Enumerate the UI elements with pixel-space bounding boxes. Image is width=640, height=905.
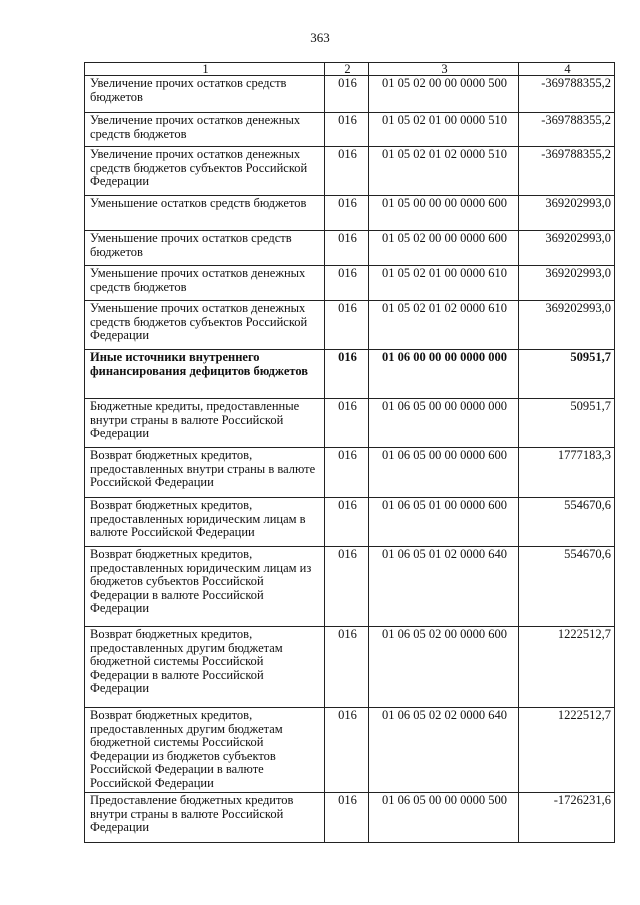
row-classification-code-cell: 01 05 02 01 02 0000 610 [369, 301, 519, 350]
table-row [85, 448, 615, 498]
row-classification-code-cell: 01 05 02 00 00 0000 600 [369, 231, 519, 266]
row-name-cell: Уменьшение прочих остатков средств бюджетов [85, 231, 325, 266]
row-amount-cell: 369202993,0 [519, 231, 615, 266]
column-header-3: 3 [369, 63, 519, 76]
row-admin-code-cell: 016 [325, 793, 369, 843]
row-admin-code-cell: 016 [325, 196, 369, 231]
table-row [85, 627, 615, 708]
page-number: 363 [310, 30, 330, 45]
row-classification-code-cell: 01 06 05 00 00 0000 600 [369, 448, 519, 498]
row-name-cell: Бюджетные кредиты, предоставленные внутри страны в валюте Российской Федерации [85, 399, 325, 448]
row-name-cell: Возврат бюджетных кредитов, предоставленных другим бюджетам бюджетной системы Российской Федерации из бюджетов субъектов Российской Федерации в валюте Российской Федерации [85, 708, 325, 793]
row-admin-code-cell: 016 [325, 113, 369, 147]
column-header-4: 4 [519, 63, 615, 76]
row-amount-cell: 50951,7 [519, 399, 615, 448]
row-admin-code-cell: 016 [325, 147, 369, 196]
row-classification-code-cell: 01 05 02 01 00 0000 510 [369, 113, 519, 147]
row-admin-code-cell: 016 [325, 350, 369, 399]
row-name-cell: Увеличение прочих остатков денежных средств бюджетов субъектов Российской Федерации [85, 147, 325, 196]
row-classification-code-cell: 01 06 05 00 00 0000 000 [369, 399, 519, 448]
row-admin-code-cell: 016 [325, 266, 369, 301]
row-name-cell: Предоставление бюджетных кредитов внутри страны в валюте Российской Федерации [85, 793, 325, 843]
row-amount-cell: -369788355,2 [519, 113, 615, 147]
table-row [85, 547, 615, 627]
row-amount-cell: 369202993,0 [519, 196, 615, 231]
table-row [85, 231, 615, 266]
row-admin-code-cell: 016 [325, 399, 369, 448]
column-header-1: 1 [85, 63, 325, 76]
row-name-cell: Уменьшение прочих остатков денежных средств бюджетов субъектов Российской Федерации [85, 301, 325, 350]
row-classification-code-cell: 01 06 05 01 00 0000 600 [369, 498, 519, 547]
table-row [85, 113, 615, 147]
row-classification-code-cell: 01 05 02 01 02 0000 510 [369, 147, 519, 196]
row-name-cell: Возврат бюджетных кредитов, предоставленных другим бюджетам бюджетной системы Российской Федерации в валюте Российской Федерации [85, 627, 325, 708]
row-amount-cell: 1222512,7 [519, 627, 615, 708]
row-name-cell: Уменьшение прочих остатков денежных средств бюджетов [85, 266, 325, 301]
row-name-cell: Возврат бюджетных кредитов, предоставленных юридическим лицам из бюджетов субъектов Российской Федерации в валюте Российской Федерации [85, 547, 325, 627]
row-amount-cell: -369788355,2 [519, 76, 615, 113]
table-row [85, 793, 615, 843]
table-row [85, 301, 615, 350]
row-classification-code-cell: 01 06 05 02 02 0000 640 [369, 708, 519, 793]
row-classification-code-cell: 01 06 00 00 00 0000 000 [369, 350, 519, 399]
row-amount-cell: -369788355,2 [519, 147, 615, 196]
row-admin-code-cell: 016 [325, 76, 369, 113]
row-admin-code-cell: 016 [325, 627, 369, 708]
row-classification-code-cell: 01 06 05 01 02 0000 640 [369, 547, 519, 627]
table-row [85, 708, 615, 793]
table-row [85, 350, 615, 399]
row-admin-code-cell: 016 [325, 498, 369, 547]
row-name-cell: Увеличение прочих остатков средств бюджетов [85, 76, 325, 113]
row-admin-code-cell: 016 [325, 547, 369, 627]
row-admin-code-cell: 016 [325, 448, 369, 498]
row-name-cell: Возврат бюджетных кредитов, предоставленных юридическим лицам в валюте Российской Федерации [85, 498, 325, 547]
row-name-cell: Иные источники внутреннего финансирования дефицитов бюджетов [85, 350, 325, 399]
row-amount-cell: 554670,6 [519, 547, 615, 627]
row-amount-cell: 369202993,0 [519, 301, 615, 350]
table-row [85, 76, 615, 113]
row-classification-code-cell: 01 05 02 01 00 0000 610 [369, 266, 519, 301]
row-name-cell: Возврат бюджетных кредитов, предоставленных внутри страны в валюте Российской Федерации [85, 448, 325, 498]
row-amount-cell: 554670,6 [519, 498, 615, 547]
budget-sources-table [84, 62, 615, 843]
row-name-cell: Увеличение прочих остатков денежных средств бюджетов [85, 113, 325, 147]
row-admin-code-cell: 016 [325, 708, 369, 793]
table-header-row [85, 63, 615, 76]
row-admin-code-cell: 016 [325, 301, 369, 350]
row-amount-cell: 369202993,0 [519, 266, 615, 301]
row-amount-cell: 50951,7 [519, 350, 615, 399]
table-row [85, 498, 615, 547]
table-row [85, 266, 615, 301]
column-header-2: 2 [325, 63, 369, 76]
row-amount-cell: -1726231,6 [519, 793, 615, 843]
table-row [85, 196, 615, 231]
row-classification-code-cell: 01 06 05 02 00 0000 600 [369, 627, 519, 708]
row-admin-code-cell: 016 [325, 231, 369, 266]
row-classification-code-cell: 01 05 02 00 00 0000 500 [369, 76, 519, 113]
row-classification-code-cell: 01 05 00 00 00 0000 600 [369, 196, 519, 231]
table-row [85, 399, 615, 448]
row-amount-cell: 1222512,7 [519, 708, 615, 793]
row-classification-code-cell: 01 06 05 00 00 0000 500 [369, 793, 519, 843]
row-amount-cell: 1777183,3 [519, 448, 615, 498]
row-name-cell: Уменьшение остатков средств бюджетов [85, 196, 325, 231]
table-row [85, 147, 615, 196]
